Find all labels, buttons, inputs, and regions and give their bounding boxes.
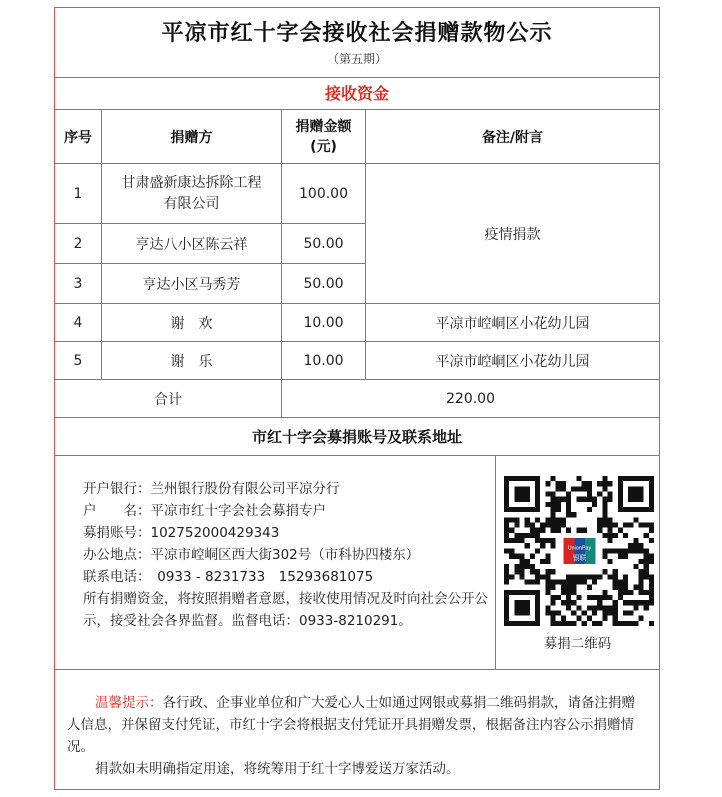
row-donor: 谢 乐 xyxy=(101,342,281,379)
row-donor xyxy=(101,164,281,223)
unionpay-logo-cn: 银联 xyxy=(572,553,587,562)
account-number-line: 募捐账号：102752000429343 xyxy=(83,525,280,541)
contact-block xyxy=(55,456,659,670)
row-no: 2 xyxy=(55,224,101,264)
total-row xyxy=(55,380,659,418)
row-amount: 50.00 xyxy=(281,224,365,264)
total-value: 220.00 xyxy=(281,380,659,417)
tip-label: 温馨提示： xyxy=(95,695,163,711)
page-title: 平凉市红十字会接收社会捐赠款物公示 xyxy=(161,21,553,46)
supervision-note: 所有捐赠资金，将按照捐赠者意愿，接收使用情况及时向社会公开公示，接受社会各界监督。监督电话：0933-8210291。 xyxy=(83,591,488,629)
donation-qr-code[interactable] xyxy=(504,476,654,626)
tip-text-1: 各行政、企事业单位和广大爱心人士如通过网银或募捐二维码捐款，请备注捐赠人信息，并保留支付凭证，市红十字会将根据支付凭证开具捐赠发票，根据备注内容公示捐赠情况。 xyxy=(67,695,635,755)
row-no: 5 xyxy=(73,352,83,369)
tip-block xyxy=(55,670,659,789)
header-donor: 捐赠方 xyxy=(101,110,281,163)
section-funds-title: 接收资金 xyxy=(55,78,659,110)
header-amount-line1: 捐赠金额 xyxy=(295,118,352,135)
table-header xyxy=(55,110,659,164)
header-no: 序号 xyxy=(64,129,92,146)
total-label: 合计 xyxy=(154,391,182,408)
phone-line: 联系电话： 0933 - 8231733 15293681075 xyxy=(83,569,374,585)
title-block xyxy=(55,8,659,78)
table-row xyxy=(55,342,659,380)
contact-section-title: 市红十字会募捐账号及联系地址 xyxy=(55,418,659,456)
tip-paragraph-2: 捐款如未明确指定用途，将统筹用于红十字博爱送万家活动。 xyxy=(95,761,460,777)
bank-line: 开户银行：兰州银行股份有限公司平凉分行 xyxy=(83,481,340,497)
table-row xyxy=(55,304,659,342)
row-no: 4 xyxy=(73,314,83,331)
merged-remark: 疫情捐款 xyxy=(365,164,659,304)
address-line: 办公地点：平凉市崆峒区西大街302号（市科协四楼东） xyxy=(83,547,420,563)
row-donor-line2: 有限公司 xyxy=(163,195,220,212)
qr-block xyxy=(495,456,659,669)
tip-content xyxy=(55,670,659,789)
notice-frame xyxy=(54,7,660,790)
row-no: 1 xyxy=(73,185,83,202)
row-donor: 谢 欢 xyxy=(101,304,281,341)
contact-info xyxy=(55,456,495,669)
row-amount: 10.00 xyxy=(281,304,365,341)
row-amount: 10.00 xyxy=(281,342,365,379)
row-amount: 50.00 xyxy=(281,264,365,304)
header-remark: 备注/附言 xyxy=(365,110,659,163)
row-remark: 平凉市崆峒区小花幼儿园 xyxy=(365,342,659,379)
row-amount: 100.00 xyxy=(281,164,365,223)
row-no: 3 xyxy=(55,264,101,304)
issue-number: （第五期） xyxy=(326,52,387,66)
row-donor: 亨达小区马秀芳 xyxy=(101,264,281,304)
row-donor-line1: 甘肃盛新康达拆除工程 xyxy=(121,174,262,191)
unionpay-logo-text: UnionPay xyxy=(567,545,592,552)
header-amount-line2: (元) xyxy=(310,138,337,155)
row-donor: 亨达八小区陈云祥 xyxy=(101,224,281,264)
account-name-line: 户 名：平凉市红十字会社会募捐专户 xyxy=(83,503,326,519)
header-amount xyxy=(281,110,365,163)
tip-paragraph-1 xyxy=(67,692,647,758)
qr-caption: 募捐二维码 xyxy=(543,636,612,652)
row-remark: 平凉市崆峒区小花幼儿园 xyxy=(365,304,659,341)
